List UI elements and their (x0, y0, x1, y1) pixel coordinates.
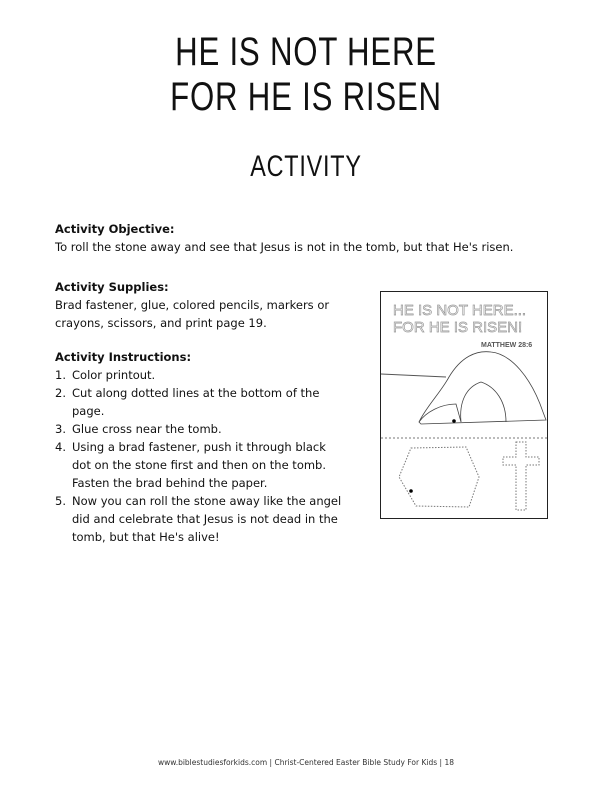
title-line-2: FOR HE IS RISEN (170, 75, 442, 119)
activity-page-preview (380, 291, 548, 519)
item-line: Now you can roll the stone away like the angel (72, 494, 342, 508)
instructions-heading: Activity Instructions: (55, 350, 192, 364)
instruction-item (55, 384, 375, 420)
instruction-item (55, 366, 375, 384)
footer: www.biblestudiesforkids.com | Christ-Centered Easter Bible Study For Kids | 18 (157, 758, 454, 767)
supplies-heading: Activity Supplies: (55, 280, 169, 294)
item-line: Using a brad fastener, push it through black (72, 440, 326, 454)
item-number: 3. (55, 422, 66, 436)
instruction-item (55, 420, 375, 438)
subtitle: ACTIVITY (250, 150, 362, 183)
item-line: Cut along dotted lines at the bottom of the (72, 386, 320, 400)
item-number: 2. (55, 386, 66, 400)
item-number: 1. (55, 368, 66, 382)
item-line: page. (72, 404, 105, 418)
item-number: 4. (55, 440, 66, 454)
objective-heading: Activity Objective: (55, 222, 175, 236)
supplies-line: crayons, scissors, and print page 19. (55, 316, 267, 330)
item-line: Color printout. (72, 368, 156, 382)
preview-title-2: FOR HE IS RISEN! (393, 319, 523, 336)
item-line: tomb, but that He's alive! (72, 530, 220, 544)
title-line-1: HE IS NOT HERE (175, 30, 437, 74)
item-line: Glue cross near the tomb. (72, 422, 222, 436)
supplies-line: Brad fastener, glue, colored pencils, markers or (55, 298, 330, 312)
item-line: did and celebrate that Jesus is not dead in the (72, 512, 338, 526)
instruction-item (55, 438, 375, 492)
tomb-illustration (381, 292, 547, 518)
objective-text: To roll the stone away and see that Jesus is not in the tomb, but that He's risen. (55, 240, 514, 254)
preview-verse: MATTHEW 28:6 (481, 342, 533, 349)
item-line: dot on the stone first and then on the tomb. (72, 458, 327, 472)
item-line: Fasten the brad behind the paper. (72, 476, 268, 490)
preview-title-1: HE IS NOT HERE... (393, 302, 527, 319)
instruction-item (55, 492, 375, 546)
item-number: 5. (55, 494, 66, 508)
